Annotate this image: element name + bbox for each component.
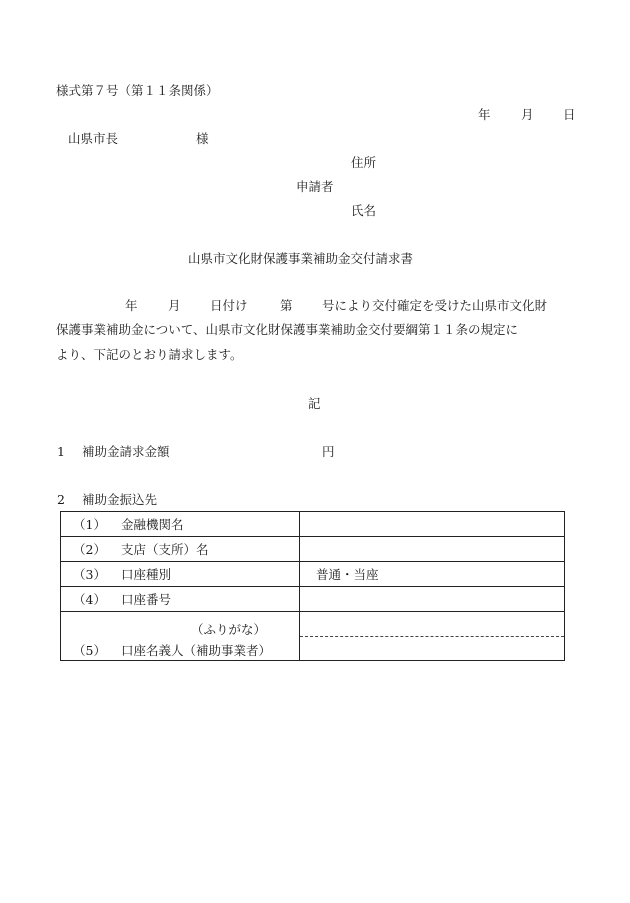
row-number: （1） (73, 517, 106, 532)
table-row (61, 587, 565, 612)
furigana-label: （ふりがな） (191, 622, 267, 637)
row-number: （4） (73, 592, 106, 607)
body-month: 月 (168, 298, 181, 313)
table-row (61, 612, 565, 661)
item1-label: 補助金請求金額 (82, 444, 170, 459)
applicant-name-label: 氏名 (351, 203, 377, 218)
date-year: 年 (478, 107, 491, 122)
addressee-honorific: 様 (196, 131, 209, 146)
body-number-prefix: 第 (280, 298, 293, 313)
row-number: （2） (73, 542, 106, 557)
item2-label: 補助金振込先 (82, 492, 158, 507)
body-line2: 保護事業補助金について、山県市文化財保護事業補助金交付要綱第１１条の規定に (56, 322, 519, 337)
applicant-title: 申請者 (296, 179, 334, 194)
form-number: 様式第７号（第１１条関係） (56, 83, 219, 98)
document-title: 山県市文化財保護事業補助金交付請求書 (188, 251, 414, 266)
table-row (61, 537, 565, 562)
date-month: 月 (521, 107, 534, 122)
bank-account-table (60, 511, 565, 661)
row-number: （3） (73, 567, 106, 582)
table-row (61, 562, 565, 587)
item1-unit: 円 (322, 444, 335, 459)
item1-number: 1 (57, 444, 65, 459)
bank-name-value[interactable] (300, 512, 565, 537)
row-label: 金融機関名 (121, 517, 184, 532)
row-label: 支店（支所）名 (121, 542, 209, 557)
ki-mark: 記 (308, 396, 321, 411)
body-date-suffix: 日付け (210, 298, 248, 313)
body-line3: より、下記のとおり請求します。 (56, 347, 243, 362)
row-number: （5） (73, 643, 106, 658)
table-row (61, 512, 565, 537)
account-type-value[interactable]: 普通・当座 (300, 562, 565, 587)
applicant-address-label: 住所 (351, 155, 377, 170)
branch-name-value[interactable] (300, 537, 565, 562)
item2-number: 2 (57, 492, 65, 507)
addressee-name: 山県市長 (68, 131, 119, 146)
row-label: 口座種別 (121, 567, 172, 582)
account-holder-value[interactable] (300, 612, 565, 661)
body-line1: 号により交付確定を受けた山県市文化財 (322, 298, 548, 313)
date-day: 日 (563, 107, 576, 122)
row-label: 口座番号 (121, 592, 172, 607)
body-year: 年 (125, 298, 138, 313)
account-number-value[interactable] (300, 587, 565, 612)
row-label: 口座名義人（補助事業者） (121, 643, 272, 658)
furigana-divider (300, 636, 564, 637)
